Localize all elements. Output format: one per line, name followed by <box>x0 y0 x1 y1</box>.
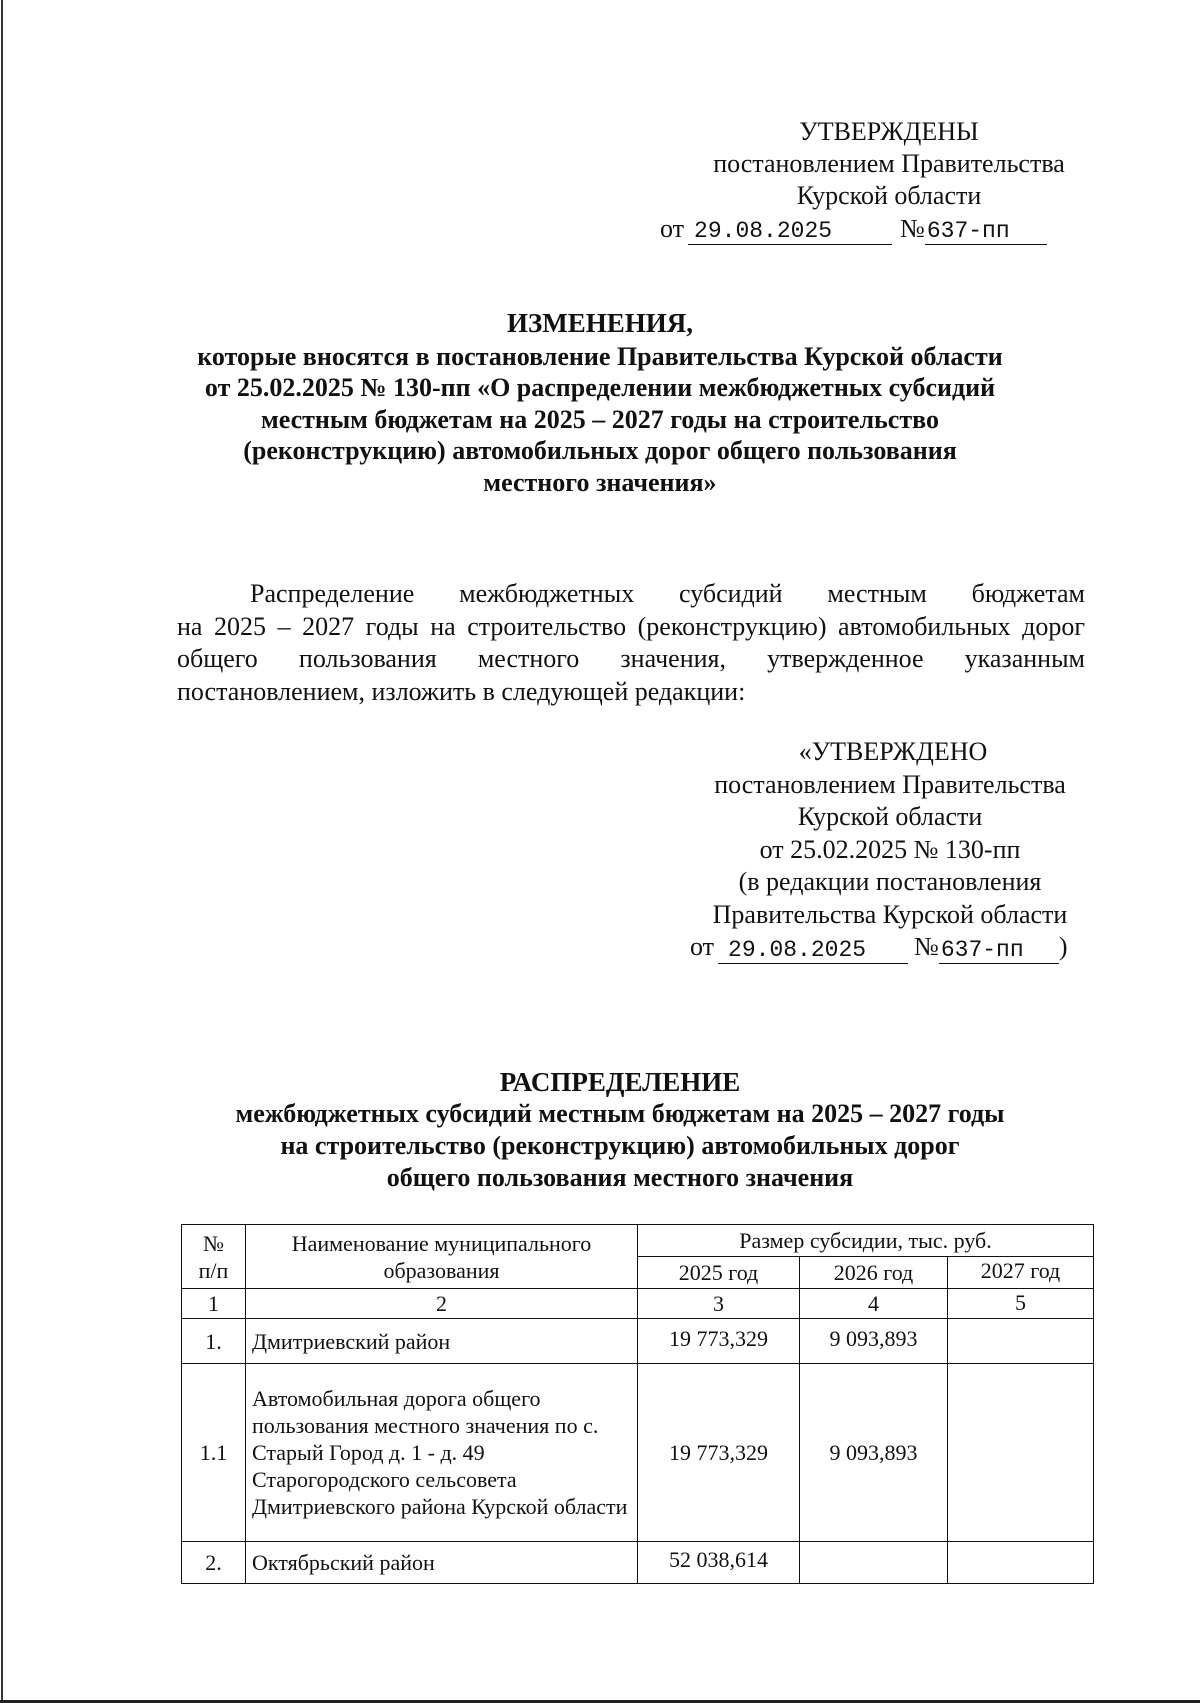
number-prefix: № <box>914 932 939 961</box>
col-number: 2 <box>246 1289 638 1319</box>
header-year: 2026 год <box>800 1257 948 1289</box>
approval2-line: (в редакции постановления <box>738 867 1042 896</box>
approval2-line: от 25.02.2025 № 130-пп <box>759 834 1021 864</box>
distribution-line: межбюджетных субсидий местным бюджетам на 2025 – 2027 годы <box>235 1099 1005 1128</box>
page-left-edge <box>1 0 3 1703</box>
approval2-line: Курской области <box>797 802 983 831</box>
distribution-header <box>160 1066 1080 1194</box>
approval2-date-row <box>690 931 1090 964</box>
row-num: 2. <box>182 1542 246 1584</box>
table-header-row <box>182 1225 1094 1257</box>
header-num: № п/п <box>182 1225 246 1289</box>
approval-number: 637-пп <box>925 218 1047 245</box>
body-paragraph <box>177 578 1085 708</box>
paragraph-line: Распределение межбюджетных субсидий местным бюджетам <box>250 579 1085 608</box>
header-name: Наименование муниципального образования <box>246 1225 638 1289</box>
changes-line: (реконструкцию) автомобильных дорог общего пользования <box>243 436 957 465</box>
changes-line: которые вносятся в постановление Правительства Курской области <box>197 341 1003 371</box>
row-2025: 52 038,614 <box>638 1542 800 1584</box>
changes-line: местного значения» <box>483 467 717 497</box>
row-2027 <box>948 1542 1094 1584</box>
distribution-line: на строительство (реконструкцию) автомобильных дорог <box>280 1131 960 1160</box>
approval-block-revised <box>690 736 1090 964</box>
paragraph-text: на 2025 – 2027 годы на строительство (реконструкцию) автомобильных дорог общего пользования местного значения, утвержденное указанным постановлением, изложить в следующей редакции: <box>177 611 1085 706</box>
closing-paren: ) <box>1058 932 1068 961</box>
date-prefix: от <box>690 932 715 961</box>
distribution-title: РАСПРЕДЕЛЕНИЕ <box>499 1067 741 1097</box>
table-row <box>182 1319 1094 1364</box>
row-2026: 9 093,893 <box>800 1319 948 1364</box>
row-2027 <box>948 1319 1094 1364</box>
header-year: 2025 год <box>638 1257 800 1289</box>
changes-line: от 25.02.2025 № 130-пп «О распределении межбюджетных субсидий <box>204 373 996 402</box>
date-prefix: от <box>660 214 685 243</box>
col-number: 1 <box>182 1289 246 1319</box>
distribution-line: общего пользования местного значения <box>386 1163 854 1192</box>
approval2-number: 637-пп <box>939 937 1059 964</box>
header-year: 2027 год <box>948 1257 1094 1289</box>
row-name: Дмитриевский район <box>246 1319 638 1364</box>
row-name: Октябрьский район <box>246 1542 638 1584</box>
col-number: 5 <box>948 1289 1094 1319</box>
row-2026: 9 093,893 <box>800 1364 948 1542</box>
approval2-date: 29.08.2025 <box>718 937 908 964</box>
row-num: 1. <box>182 1319 246 1364</box>
approval-line: постановлением Правительства <box>713 149 1065 178</box>
approval-date: 29.08.2025 <box>688 218 892 245</box>
approval-date-row <box>660 213 1110 245</box>
approval2-line: Правительства Курской области <box>712 899 1068 929</box>
approval2-title: «УТВЕРЖДЕНО <box>798 737 988 766</box>
approval-line: Курской области <box>796 181 982 210</box>
column-number-row <box>182 1289 1094 1319</box>
subsidies-table <box>181 1224 1094 1584</box>
number-prefix: № <box>900 214 925 243</box>
col-number: 4 <box>800 1289 948 1319</box>
changes-title: ИЗМЕНЕНИЯ, <box>506 308 693 338</box>
table-row <box>182 1364 1094 1542</box>
header-amount-group: Размер субсидии, тыс. руб. <box>638 1225 1094 1257</box>
col-number: 3 <box>638 1289 800 1319</box>
row-num: 1.1 <box>182 1364 246 1542</box>
row-2026 <box>800 1542 948 1584</box>
changes-line: местным бюджетам на 2025 – 2027 годы на строительство <box>261 404 939 434</box>
approval-block <box>660 116 1110 245</box>
table-row <box>182 1542 1094 1584</box>
row-2025: 19 773,329 <box>638 1319 800 1364</box>
row-name: Автомобильная дорога общего пользования местного значения по с. Старый Город д. 1 - д. 49 Старогородского сельсовета Дмитриевского района Курской области <box>246 1364 638 1542</box>
changes-header <box>150 308 1050 498</box>
approval2-line: постановлением Правительства <box>714 769 1066 799</box>
approval-title: УТВЕРЖДЕНЫ <box>799 117 979 146</box>
row-2027 <box>948 1364 1094 1542</box>
row-2025: 19 773,329 <box>638 1364 800 1542</box>
